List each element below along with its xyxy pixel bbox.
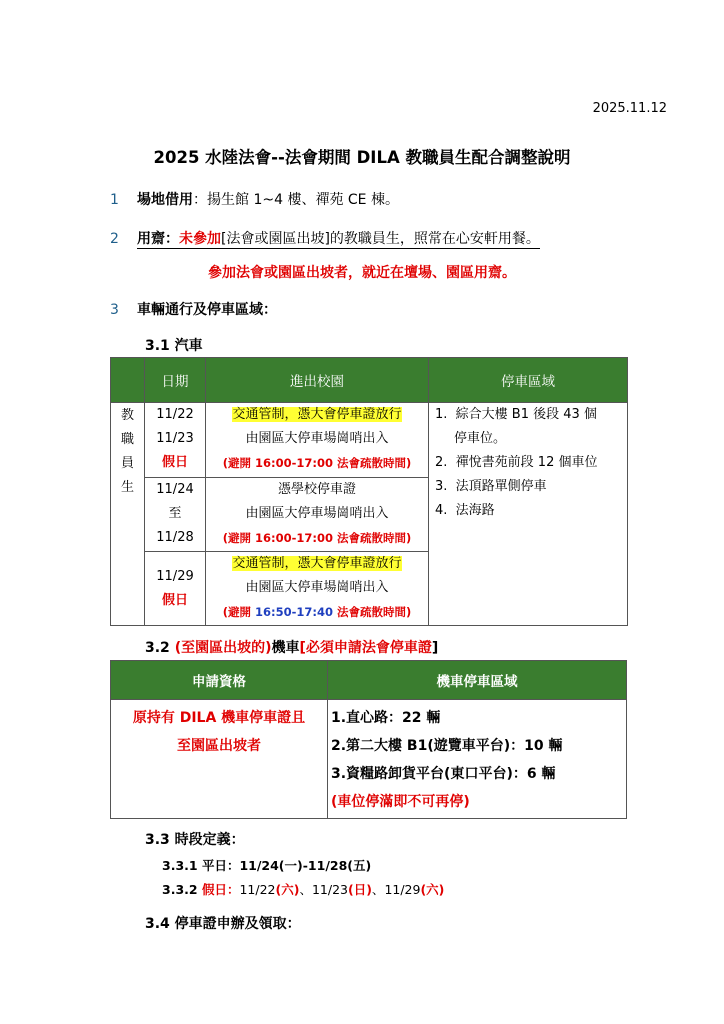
page-title: 2025 水陸法會--法會期間 DILA 教職員生配合調整說明 bbox=[153, 148, 571, 167]
subsection-3-1-title: 3.1 汽車 bbox=[145, 338, 203, 354]
section-label: 用齋： bbox=[137, 231, 179, 247]
section-text: ：揚生館 1~4 樓、禪苑 CE 棟。 bbox=[193, 192, 399, 208]
list-item: 3.資糧路卸貨平台(東口平台)：6 輛 bbox=[331, 766, 556, 782]
not-attending-text: 未參加 bbox=[179, 231, 221, 247]
list-item: 1. 綜合大樓 B1 後段 43 個 bbox=[435, 407, 597, 422]
list-item: 2. 禪悅書苑前段 12 個車位 bbox=[435, 455, 598, 470]
section-number: 1 bbox=[110, 192, 119, 208]
full-notice: (車位停滿即不可再停) bbox=[331, 794, 470, 810]
header-cell: 日期 bbox=[145, 358, 206, 403]
car-table bbox=[110, 357, 628, 626]
moto-parking-cell bbox=[328, 700, 627, 819]
section-2 bbox=[110, 228, 540, 248]
access-cell: 交通管制，憑大會停車證放行 由園區大停車場崗哨出入 (避開 16:50-17:40 法會疏散時間) bbox=[206, 552, 429, 626]
section-number: 2 bbox=[110, 231, 119, 247]
subsection-3-4-title: 3.4 停車證申辦及領取： bbox=[145, 916, 301, 932]
list-item: 3. 法頂路單側停車 bbox=[435, 479, 547, 494]
eligibility-cell: 原持有 DILA 機車停車證且 至園區出坡者 bbox=[111, 700, 328, 819]
list-item: 停車位。 bbox=[454, 431, 507, 446]
header-cell-empty bbox=[111, 358, 145, 403]
weekday-definition: 3.3.1 平日：11/24(一)-11/28(五) bbox=[162, 858, 372, 873]
motorcycle-table bbox=[110, 660, 627, 819]
subsection-3-3-title: 3.3 時段定義： bbox=[145, 832, 245, 848]
group-cell: 教 職 員 生 bbox=[111, 403, 145, 626]
date-cell: 11/29 假日 bbox=[145, 552, 206, 626]
access-cell: 交通管制，憑大會停車證放行 由園區大停車場崗哨出入 (避開 16:00-17:00 法會疏散時間) bbox=[206, 403, 429, 478]
list-item: 1.直心路：22 輛 bbox=[331, 710, 441, 726]
header-cell: 進出校園 bbox=[206, 358, 429, 403]
table-row bbox=[111, 403, 628, 478]
attendee-meal-note: 參加法會或園區出坡者，就近在壇場、園區用齋。 bbox=[208, 265, 516, 281]
section-3 bbox=[110, 299, 277, 319]
table-header-row bbox=[111, 358, 628, 403]
table-header-row bbox=[111, 661, 627, 700]
list-item: 4. 法海路 bbox=[435, 503, 495, 518]
parking-cell bbox=[429, 403, 628, 626]
access-cell: 憑學校停車證 由園區大停車場崗哨出入 (避開 16:00-17:00 法會疏散時間) bbox=[206, 478, 429, 552]
section-label: 車輛通行及停車區域： bbox=[137, 302, 277, 318]
header-cell: 停車區域 bbox=[429, 358, 628, 403]
list-item: 2.第二大樓 B1(遊覽車平台)：10 輛 bbox=[331, 738, 563, 754]
section-number: 3 bbox=[110, 302, 119, 318]
date-cell: 11/24 至 11/28 bbox=[145, 478, 206, 552]
header-cell: 申請資格 bbox=[111, 661, 328, 700]
document-date: 2025.11.12 bbox=[592, 101, 667, 116]
parking-list bbox=[435, 403, 623, 523]
section-text: [法會或園區出坡]的教職員生，照常在心安軒用餐。 bbox=[221, 231, 540, 247]
section-1 bbox=[110, 189, 399, 209]
section-label: 場地借用 bbox=[137, 192, 193, 208]
header-cell: 機車停車區域 bbox=[328, 661, 627, 700]
table-row bbox=[111, 700, 627, 819]
subsection-3-2-title: 3.2 (至園區出坡的)機車[必須申請法會停車證] bbox=[145, 640, 439, 656]
date-cell: 11/22 11/23 假日 bbox=[145, 403, 206, 478]
holiday-definition: 3.3.2 假日：11/22(六)、11/23(日)、11/29(六) bbox=[162, 882, 445, 897]
